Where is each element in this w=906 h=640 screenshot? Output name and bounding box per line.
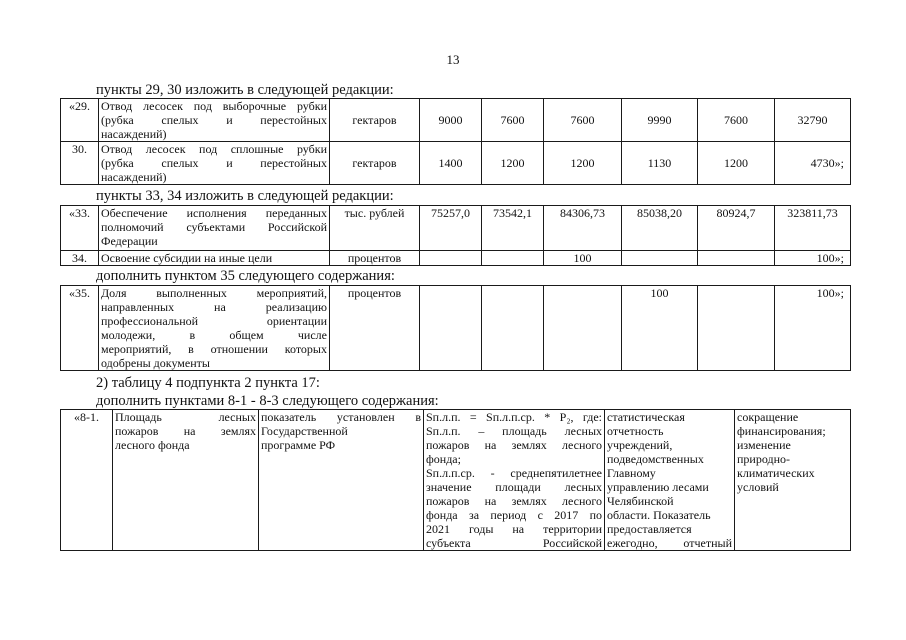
value-5: 1200 (698, 142, 775, 185)
heading-point-35: дополнить пунктом 35 следующего содержания: (96, 268, 395, 284)
total-value: 32790 (775, 99, 851, 142)
value-2: 73542,1 (482, 206, 544, 251)
value-2 (482, 286, 544, 371)
value-3: 7600 (544, 99, 622, 142)
table-row (61, 286, 851, 371)
indicator-name: Площадь лесных пожаров на землях лесного фонда (113, 410, 259, 551)
total-value: 100»; (775, 286, 851, 371)
table-row (61, 206, 851, 251)
indicator-name: Обеспечение исполнения переданных полномочий субъектами Российской Федерации (99, 206, 330, 251)
value-3: 1200 (544, 142, 622, 185)
value-4: 1130 (622, 142, 698, 185)
value-4: 85038,20 (622, 206, 698, 251)
value-1: 75257,0 (420, 206, 482, 251)
total-value: 323811,73 (775, 206, 851, 251)
value-1: 1400 (420, 142, 482, 185)
value-4 (622, 251, 698, 266)
calculation-formula: Sп.л.п. = Sп.л.п.ср. * P₂, где: Sп.л.п. – площадь лесных пожаров на землях лесного фонда; Sп.л.п.ср. - среднепятилетнее значение площади лесных пожаров на землях лесного фонда за период с 2017 по 2021 годы на территории субъекта Российской (424, 410, 605, 551)
heading-table-4: 2) таблицу 4 подпункта 2 пункта 17: (96, 375, 320, 391)
unit: процентов (330, 286, 420, 371)
unit: процентов (330, 251, 420, 266)
value-2 (482, 251, 544, 266)
value-3: 100 (544, 251, 622, 266)
heading-points-8-1-8-3: дополнить пунктами 8-1 - 8-3 следующего содержания: (96, 393, 439, 409)
value-5 (698, 251, 775, 266)
table-points-29-30 (60, 98, 851, 185)
indicator-basis: показатель установлен в Государственной программе РФ (259, 410, 424, 551)
value-5: 80924,7 (698, 206, 775, 251)
table-points-33-34 (60, 205, 851, 266)
row-number: 30. (61, 142, 99, 185)
table-row (61, 99, 851, 142)
table-row (61, 251, 851, 266)
row-number: «35. (61, 286, 99, 371)
row-number: «8-1. (61, 410, 113, 551)
value-5 (698, 286, 775, 371)
value-3 (544, 286, 622, 371)
value-2: 7600 (482, 99, 544, 142)
unit: гектаров (330, 142, 420, 185)
unit: гектаров (330, 99, 420, 142)
heading-points-29-30: пункты 29, 30 изложить в следующей редакции: (96, 82, 394, 98)
indicator-name: Доля выполненных мероприятий, направленных на реализацию профессиональной ориентации молодежи, в общем числе мероприятий, в отношении которых одобрены документы (99, 286, 330, 371)
value-4: 9990 (622, 99, 698, 142)
value-1: 9000 (420, 99, 482, 142)
value-1 (420, 286, 482, 371)
value-2: 1200 (482, 142, 544, 185)
value-4: 100 (622, 286, 698, 371)
row-number: «33. (61, 206, 99, 251)
table-row (61, 410, 851, 551)
table-row (61, 142, 851, 185)
table-points-8-1 (60, 409, 851, 551)
total-value: 4730»; (775, 142, 851, 185)
row-number: «29. (61, 99, 99, 142)
risk-factors: сокращение финансирования; изменение природно- климатических условий (735, 410, 851, 551)
row-number: 34. (61, 251, 99, 266)
value-5: 7600 (698, 99, 775, 142)
total-value: 100»; (775, 251, 851, 266)
indicator-name: Освоение субсидии на иные цели (99, 251, 330, 266)
indicator-name: Отвод лесосек под выборочные рубки (рубка спелых и перестойных насаждений) (99, 99, 330, 142)
value-3: 84306,73 (544, 206, 622, 251)
value-1 (420, 251, 482, 266)
heading-points-33-34: пункты 33, 34 изложить в следующей редакции: (96, 188, 394, 204)
page-number: 13 (446, 52, 460, 67)
data-source: статистическая отчетность учреждений, подведомственных Главному управлению лесами Челябинской области. Показатель предоставляется ежегодно, отчетный (605, 410, 735, 551)
table-point-35 (60, 285, 851, 371)
indicator-name: Отвод лесосек под сплошные рубки (рубка спелых и перестойных насаждений) (99, 142, 330, 185)
unit: тыс. рублей (330, 206, 420, 251)
